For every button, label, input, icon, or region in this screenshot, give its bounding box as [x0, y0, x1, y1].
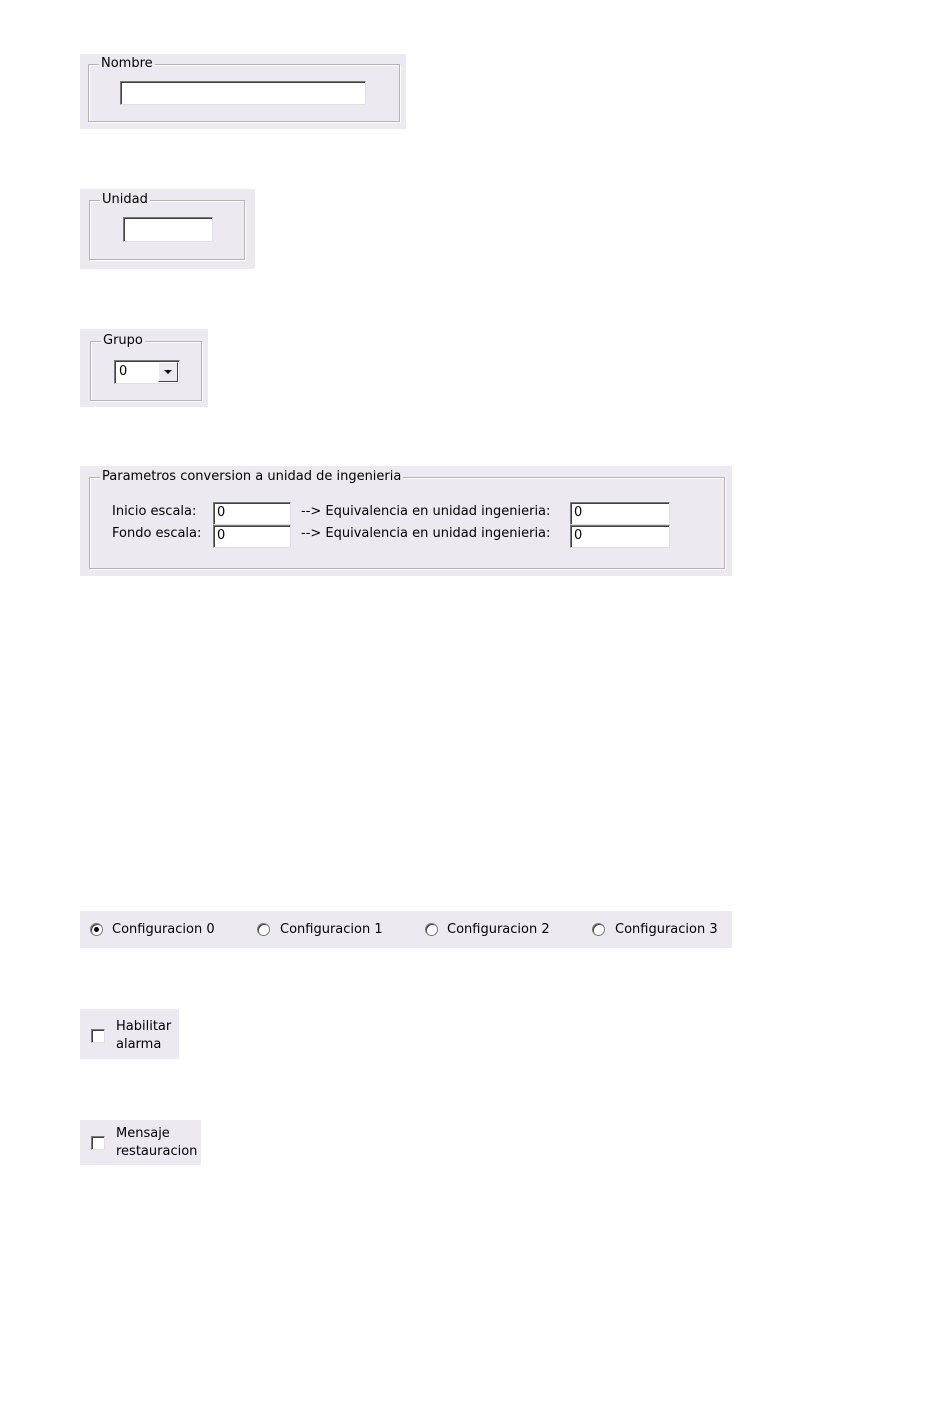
habilitar-alarma-checkbox[interactable] — [91, 1029, 105, 1043]
fondo-escala-label: Fondo escala: — [112, 526, 202, 541]
grupo-selected-value: 0 — [119, 364, 128, 379]
grupo-panel — [80, 329, 208, 407]
unidad-groupbox — [89, 192, 245, 260]
radio-icon-selected[interactable] — [90, 923, 103, 936]
equivalencia-label-1: --> Equivalencia en unidad ingenieria: — [301, 504, 551, 519]
mensaje-restauracion-label-line1: Mensaje — [116, 1126, 170, 1141]
inicio-escala-label: Inicio escala: — [112, 504, 197, 519]
unidad-panel — [80, 189, 255, 269]
grupo-select[interactable] — [114, 360, 180, 384]
equivalencia-input-1[interactable]: 0 — [570, 502, 670, 525]
radio-label-0[interactable]: Configuracion 0 — [112, 922, 215, 937]
habilitar-alarma-panel — [80, 1009, 179, 1059]
parametros-groupbox — [89, 469, 725, 569]
parametros-legend: Parametros conversion a unidad de ingenieria — [102, 469, 402, 484]
mensaje-restauracion-panel — [80, 1120, 201, 1165]
habilitar-alarma-label-line1: Habilitar — [116, 1019, 172, 1034]
inicio-escala-input[interactable]: 0 — [213, 502, 291, 525]
radio-icon[interactable] — [257, 923, 270, 936]
equivalencia-input-2[interactable]: 0 — [570, 525, 670, 548]
radio-label-2[interactable]: Configuracion 2 — [447, 922, 550, 937]
mensaje-restauracion-label-line2: restauracion — [116, 1144, 198, 1159]
grupo-legend: Grupo — [103, 333, 143, 348]
chevron-down-icon[interactable] — [158, 362, 178, 382]
nombre-groupbox — [88, 56, 400, 122]
equivalencia-label-2: --> Equivalencia en unidad ingenieria: — [301, 526, 551, 541]
habilitar-alarma-label-line2: alarma — [116, 1037, 162, 1052]
radio-icon[interactable] — [425, 923, 438, 936]
fondo-escala-input[interactable]: 0 — [213, 525, 291, 548]
radio-icon[interactable] — [592, 923, 605, 936]
nombre-input[interactable] — [120, 81, 366, 105]
mensaje-restauracion-checkbox[interactable] — [91, 1136, 105, 1150]
radio-label-3[interactable]: Configuracion 3 — [615, 922, 718, 937]
parametros-panel — [80, 466, 732, 576]
nombre-panel — [80, 54, 406, 129]
radio-label-1[interactable]: Configuracion 1 — [280, 922, 383, 937]
mensaje-restauracion-label[interactable] — [116, 1125, 197, 1161]
habilitar-alarma-label[interactable] — [116, 1018, 171, 1054]
grupo-groupbox — [90, 333, 202, 401]
unidad-input[interactable] — [123, 217, 213, 242]
nombre-legend: Nombre — [101, 56, 153, 71]
configuracion-panel — [80, 911, 732, 948]
unidad-legend: Unidad — [102, 192, 148, 207]
